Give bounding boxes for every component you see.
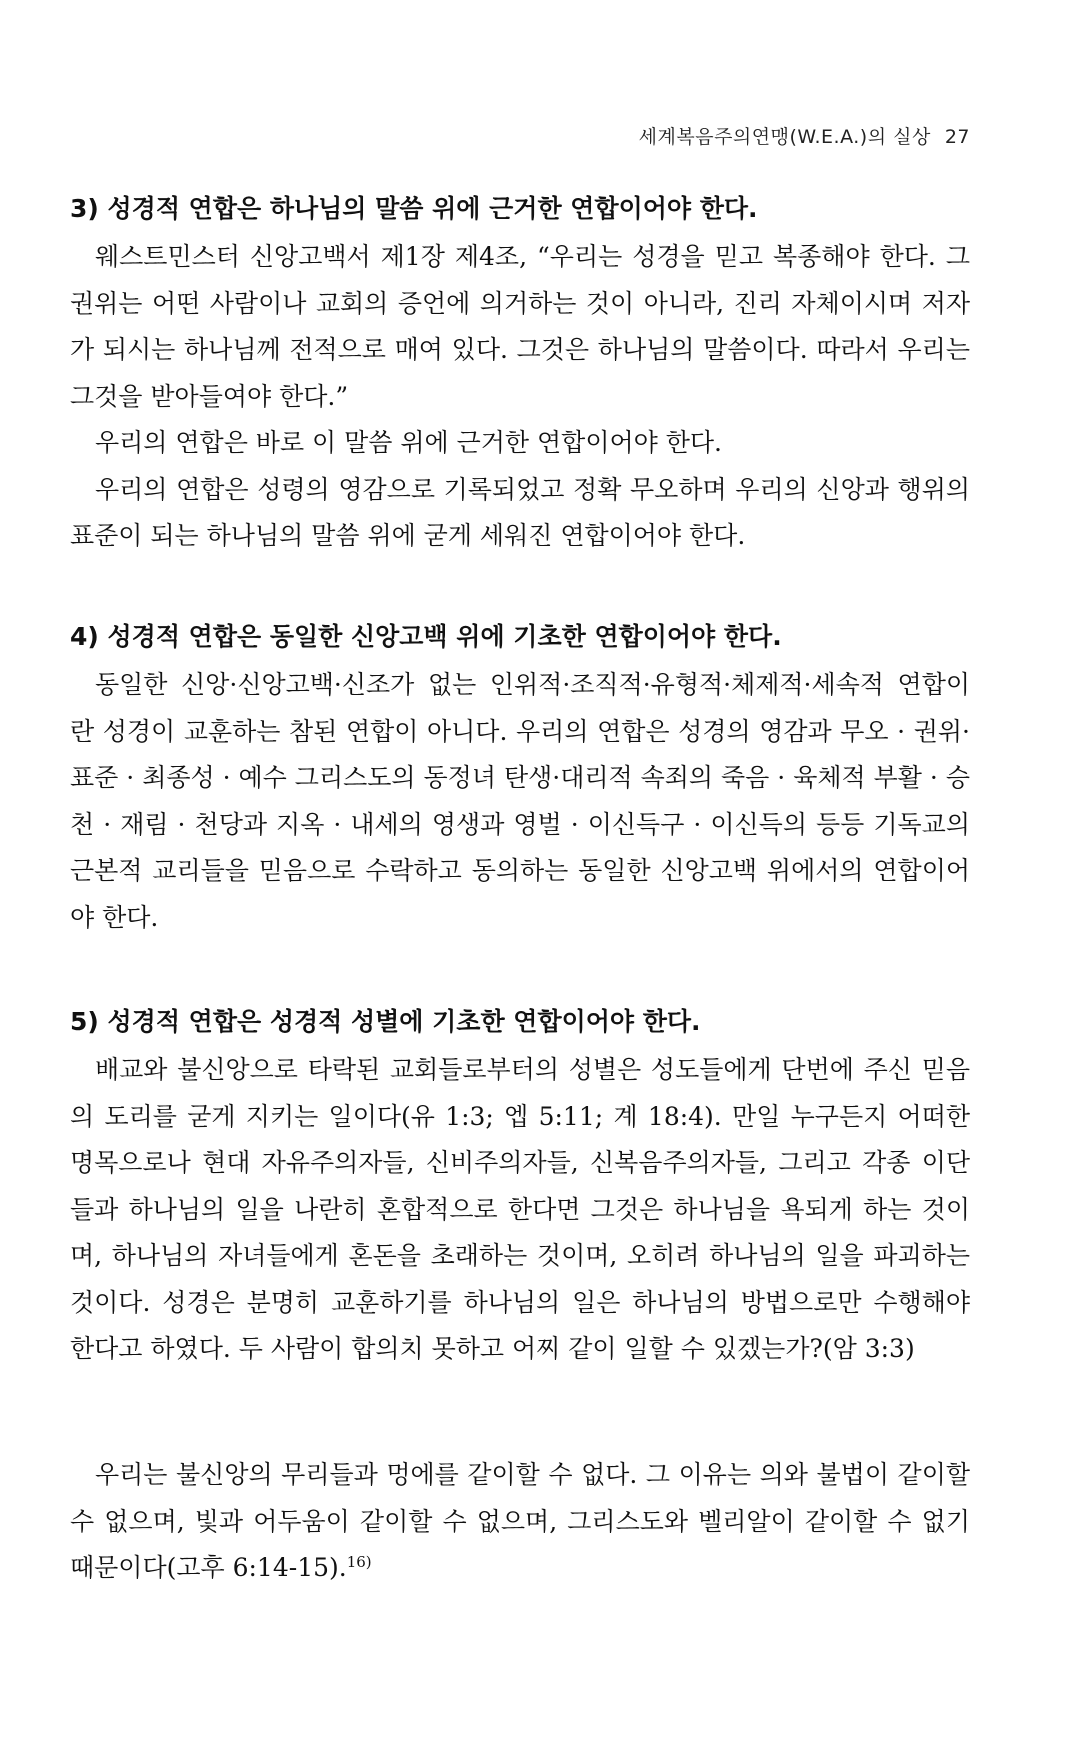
- section-3-paragraph: 우리의 연합은 바로 이 말씀 위에 근거한 연합이어야 한다.: [95, 428, 722, 457]
- running-head: [639, 122, 970, 149]
- section-4-paragraph: 동일한 신앙·신앙고백·신조가 없는 인위적·조직적·유형적·체제적·세속적 연합이란 성경이 교훈하는 참된 연합이 아니다. 우리의 연합은 성경의 영감과 무오 · 권위·표준 · 최종성 · 예수 그리스도의 동정녀 탄생·대리적 속죄의 죽음 · 육체적 부활 · 승천 · 재림 · 천당과 지옥 · 내세의 영생과 영벌 · 이신득구 · 이신득의 등등 기독교의 근본적 교리들을 믿음으로 수락하고 동의하는 동일한 신앙고백 위에서의 연합이어야 한다.: [70, 670, 970, 932]
- footnote-reference: 16): [346, 1553, 372, 1571]
- section-3-paragraph: 웨스트민스터 신앙고백서 제1장 제4조, “우리는 성경을 믿고 복종해야 한다. 그 권위는 어떤 사람이나 교회의 증언에 의거하는 것이 아니라, 진리 자체이시며 저자가 되시는 하나님께 전적으로 매여 있다. 그것은 하나님의 말씀이다. 따라서 우리는 그것을 받아들여야 한다.”: [70, 242, 970, 411]
- section-3-heading: 3) 성경적 연합은 하나님의 말씀 위에 근거한 연합이어야 한다.: [70, 194, 758, 223]
- section-3-paragraph: 우리의 연합은 성령의 영감으로 기록되었고 정확 무오하며 우리의 신앙과 행위의 표준이 되는 하나님의 말씀 위에 굳게 세워진 연합이어야 한다.: [70, 474, 970, 550]
- closing-section: [70, 1452, 970, 1592]
- section-3: [70, 192, 970, 560]
- section-4: [70, 620, 970, 941]
- closing-text: 우리는 불신앙의 무리들과 멍에를 같이할 수 없다. 그 이유는 의와 불법이 같이할 수 없으며, 빛과 어두움이 같이할 수 없으며, 그리스도와 벨리알이 같이할 수 없기 때문이다(고후 6:14-15).: [70, 1460, 970, 1582]
- section-4-heading: 4) 성경적 연합은 동일한 신앙고백 위에 기초한 연합이어야 한다.: [70, 622, 782, 651]
- closing-paragraph: [70, 1452, 970, 1592]
- page-number: 27: [944, 126, 970, 148]
- section-5-heading: 5) 성경적 연합은 성경적 성별에 기초한 연합이어야 한다.: [70, 1007, 701, 1036]
- section-5: [70, 1005, 970, 1373]
- section-5-paragraph: 배교와 불신앙으로 타락된 교회들로부터의 성별은 성도들에게 단번에 주신 믿음의 도리를 굳게 지키는 일이다(유 1:3; 엡 5:11; 계 18:4). 만일 누구든지 어떠한 명목으로나 현대 자유주의자들, 신비주의자들, 신복음주의자들, 그리고 각종 이단들과 하나님의 일을 나란히 혼합적으로 한다면 그것은 하나님을 욕되게 하는 것이며, 하나님의 자녀들에게 혼돈을 초래하는 것이며, 오히려 하나님의 일을 파괴하는 것이다. 성경은 분명히 교훈하기를 하나님의 일은 하나님의 방법으로만 수행해야 한다고 하였다. 두 사람이 합의치 못하고 어찌 같이 일할 수 있겠는가?(암 3:3): [70, 1055, 970, 1363]
- running-head-title: 세계복음주의연맹(W.E.A.)의 실상: [638, 126, 931, 148]
